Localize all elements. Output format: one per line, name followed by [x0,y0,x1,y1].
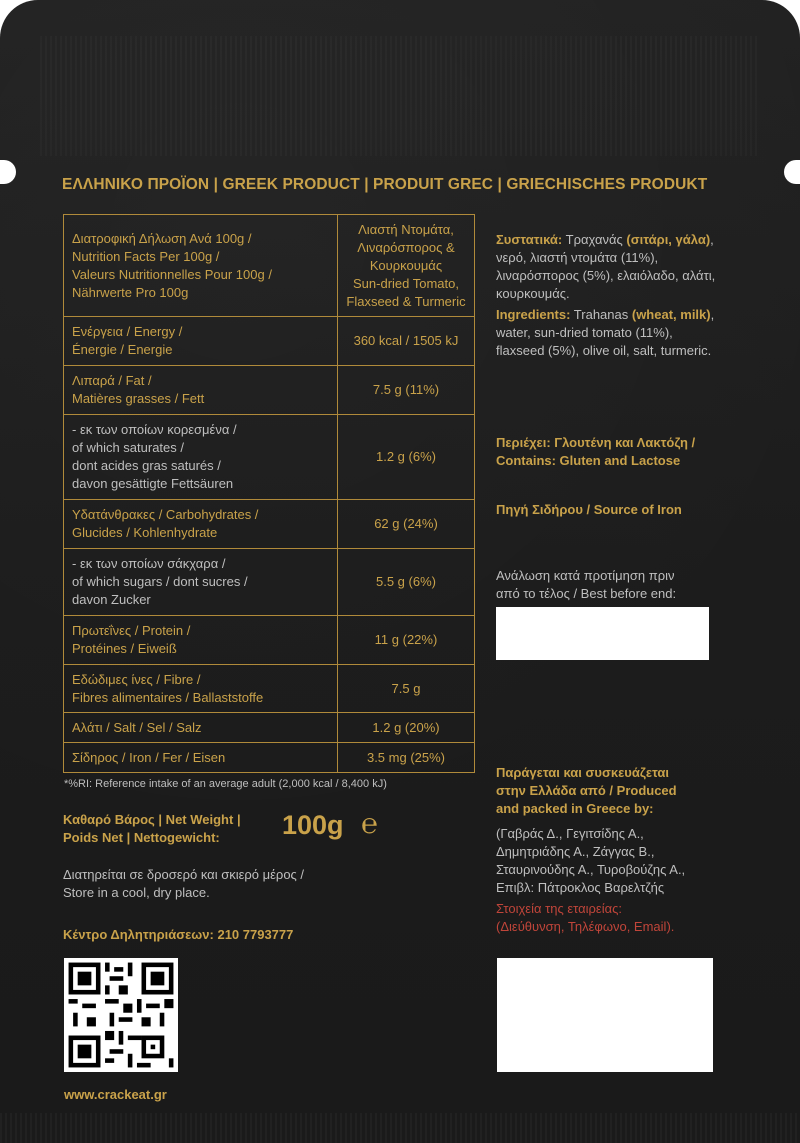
text-span: , νερό, λιαστή ντομάτα (11%), λιναρόσπορος (5%), ελαιόλαδο, αλάτι, κουρκουμάς. [496,232,716,301]
allergen-bold: (σιτάρι, γάλα) [626,232,711,247]
nutrient-value: 1.2 g (6%) [338,415,475,500]
best-before-label [496,567,736,603]
nutrient-label [64,317,338,366]
text-line: Store in a cool, dry place. [63,885,210,900]
text-line: Nutrition Facts Per 100g / [72,248,220,264]
text-line: Παράγεται και συσκευάζεται [496,765,670,780]
nutrient-value: 360 kcal / 1505 kJ [338,317,475,366]
storage-instructions [63,866,304,902]
ingredients-title: Ingredients: [496,307,571,322]
producers-list [496,825,746,897]
nutrient-value: 11 g (22%) [338,616,475,665]
text-line: (Διεύθυνση, Τηλέφωνο, Email). [496,919,675,934]
text-line: Λιπαρά / Fat / [72,373,152,388]
text-line: Εδώδιμες ίνες / Fibre / [72,671,201,687]
nutrient-value: 5.5 g (6%) [338,549,475,616]
nutrient-label [64,743,338,773]
text-line: davon gesättigte Fettsäuren [72,476,234,491]
text-line: Valeurs Nutritionnelles Pour 100g / [72,266,272,282]
product-origin-header: ΕΛΛΗΝΙΚΟ ΠΡΟΪΟΝ | GREEK PRODUCT | PRODUIT GREC | GRIECHISCHES PRODUKT [62,176,708,193]
nutrient-label [64,713,338,743]
text-line: Διατροφική Δήλωση Ανά 100g / [72,230,252,246]
nutrient-value: 3.5 mg (25%) [338,743,475,773]
nutrient-label [64,500,338,549]
text-line: Sun-dried Tomato, [353,275,459,291]
text-line: Nährwerte Pro 100g [72,284,189,300]
allergen-statement [496,434,736,470]
nutrition-row [64,665,475,713]
text-span: Trahanas [573,307,629,322]
text-line: Αλάτι / Salt / Sel / Salz [72,719,202,735]
text-line: (Γαβράς Δ., Γεγιτσίδης Α., [496,826,644,841]
text-line: dont acides gras saturés / [72,458,221,473]
text-line: davon Zucker [72,592,151,607]
nutrition-header-value [338,215,475,317]
allergen-bold: (wheat, milk) [631,307,711,322]
nutrition-row [64,743,475,773]
nutrition-header-row [64,215,475,317]
text-line: Énergie / Energie [72,342,173,357]
nutrition-header-label [64,215,338,317]
nutrient-label [64,366,338,415]
text-line: Σίδηρος / Iron / Fer / Eisen [72,749,226,765]
nutrient-value: 1.2 g (20%) [338,713,475,743]
text-line: Λιαστή Ντομάτα, [358,221,454,237]
nutrition-row [64,366,475,415]
reference-intake-note: *%RI: Reference intake of an average adult (2,000 kcal / 8,400 kJ) [64,778,387,790]
text-line: of which saturates / [72,440,184,455]
poison-center-phone: Κέντρο Δηλητηριάσεων: 210 7793777 [63,927,294,942]
produced-by-label [496,764,736,818]
nutrition-row [64,500,475,549]
text-span: Τραχανάς [565,232,623,247]
nutrient-value: 7.5 g [338,665,475,713]
ingredients-greek [496,231,741,303]
text-line: Σταυρινούδης Α., Τυροβούζης Α., [496,862,686,877]
qr-code[interactable] [64,958,178,1072]
nutrition-table [63,214,475,773]
text-line: Matières grasses / Fett [72,391,205,406]
text-line: Ενέργεια / Energy / [72,324,183,339]
zip-seal-texture [40,36,760,156]
text-line: of which sugars / dont sucres / [72,574,248,589]
best-before-date-box [496,607,709,660]
ingredients-title: Συστατικά: [496,232,563,247]
iron-claim [496,501,736,519]
website-link[interactable]: www.crackeat.gr [64,1087,167,1102]
text-line: - εκ των οποίων κορεσμένα / [72,422,237,437]
text-line: Πρωτεΐνες / Protein / [72,623,191,638]
text-line: Στοιχεία της εταιρείας: [496,901,622,916]
nutrition-row [64,415,475,500]
text-line: Ανάλωση κατά προτίμηση πριν [496,568,675,583]
label-box [497,958,713,1072]
nutrition-row [64,616,475,665]
text-line: στην Ελλάδα από / Produced [496,783,677,798]
text-line: Διατηρείται σε δροσερό και σκιερό μέρος / [63,867,305,882]
qr-code-icon [64,958,178,1072]
estimated-sign-icon: ℮ [361,808,378,839]
text-line: Δημητριάδης Α., Ζάγγας Β., [496,844,655,859]
text-line: Υδατάνθρακες / Carbohydrates / [72,507,259,522]
nutrition-row [64,549,475,616]
text-line: Καθαρό Βάρος | Net Weight | [63,812,241,827]
text-line: Glucides / Kohlenhydrate [72,525,218,540]
ingredients-english [496,306,716,360]
company-details [496,900,736,936]
net-weight-label [63,811,241,847]
net-weight-value: 100g [282,810,344,840]
text-line: Λιναρόσπορος & [357,239,455,255]
nutrition-row [64,317,475,366]
text-line: Contains: Gluten and Lactose [496,453,681,468]
text-span: , water, sun-dried tomato (11%), flaxseed (5%), olive oil, salt, turmeric. [496,307,715,358]
nutrient-value: 62 g (24%) [338,500,475,549]
nutrient-label [64,549,338,616]
text-line: Κουρκουμάς [369,257,443,273]
nutrient-label [64,665,338,713]
text-line: and packed in Greece by: [496,801,654,816]
nutrient-label [64,415,338,500]
text-line: Protéines / Eiweiß [72,641,177,656]
text-line: - εκ των οποίων σάκχαρα / [72,556,226,571]
text-line: Poids Net | Nettogewicht: [63,830,220,845]
text-line: Fibres alimentaires / Ballaststoffe [72,689,264,705]
text-line: Flaxseed & Turmeric [346,293,466,309]
text-line: Επιβλ: Πάτροκλος Βαρελτζής [496,880,665,895]
nutrient-value: 7.5 g (11%) [338,366,475,415]
text-line: από το τέλος / Best before end: [496,586,677,601]
nutrient-label [64,616,338,665]
bottom-seal-texture [0,1113,800,1143]
text-line: Περιέχει: Γλουτένη και Λακτόζη / [496,435,696,450]
nutrition-row [64,713,475,743]
text-line: Πηγή Σιδήρου / Source of Iron [496,502,682,517]
